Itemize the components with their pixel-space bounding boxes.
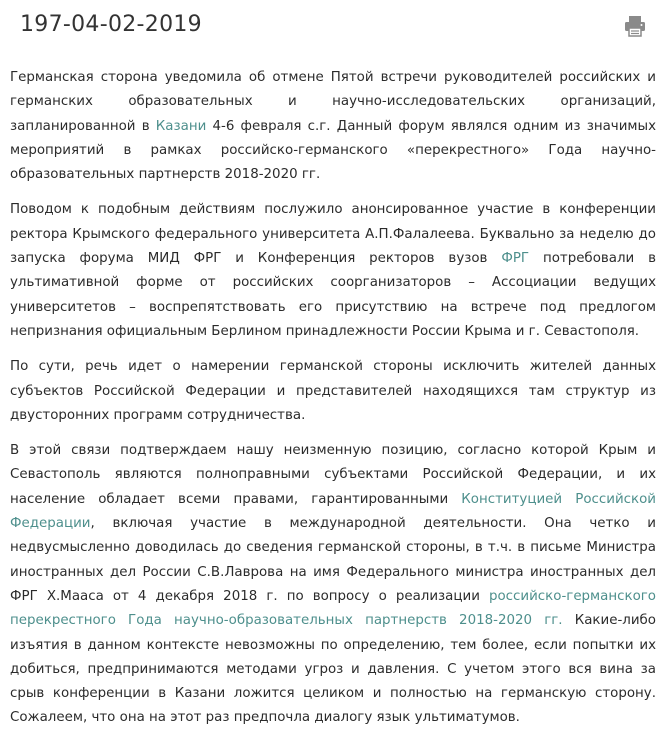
- paragraph: [10, 355, 656, 428]
- paragraph: [10, 439, 656, 731]
- paragraph-text: По сути, речь идет о намерении германской стороны исключить жителей данных субъектов Российской Федерации и представителей находящихся там структур из двусторонних программ сотрудничества.: [10, 359, 656, 423]
- printer-icon: [623, 14, 647, 38]
- paragraph: [10, 66, 656, 187]
- inline-link[interactable]: ФРГ: [501, 251, 530, 267]
- inline-link[interactable]: российско-германского перекрестного Года научно-образовательных партнерств 2018-2020 гг.: [10, 588, 656, 629]
- inline-link[interactable]: Конституцией Российской Федерации: [10, 491, 656, 532]
- paragraph-text: 4-6 февраля с.г. Данный форум являлся одним из значимых мероприятий в рамках российско-германского «перекрестного» Года научно-образовательных партнерств 2018-2020 гг.: [10, 118, 656, 183]
- inline-link[interactable]: Казани: [155, 118, 207, 134]
- paragraph-text: потребовали в ультимативной форме от российских соорганизаторов – Ассоциации ведущих университетов – воспрепятствовать его присутствию на встрече под предлогом непризнания официальным Берлином принадлежности России Крыма и г. Севастополя.: [10, 251, 656, 339]
- paragraph-text: , включая участие в международной деятельности. Она четко и недвусмысленно доводилась до сведения германской стороны, в т.ч. в письме Министра иностранных дел России С.В.Лаврова на имя Федерального министра иностранных дел ФРГ Х.Мааса от 4 декабря 2018 г. по вопросу о реализации: [10, 516, 656, 604]
- document-body: [10, 66, 656, 742]
- document-title: 197-04-02-2019: [20, 12, 202, 37]
- paragraph-text: Германская сторона уведомила об отмене Пятой встречи руководителей российских и германских образовательных и научно-исследовательских организаций, запланированной в: [10, 70, 656, 134]
- paragraph-text: В этой связи подтверждаем нашу неизменную позицию, согласно которой Крым и Севастополь являются полноправными субъектами Российской Федерации, и их население обладает всеми правами, гарантированными: [10, 443, 656, 507]
- document-header: [10, 0, 655, 60]
- print-button[interactable]: [623, 14, 647, 38]
- paragraph: [10, 198, 656, 344]
- paragraph-text: Какие-либо изъятия в данном контексте невозможны по определению, тем более, если попытки их добиться, предпринимаются методами угроз и давления. С учетом этого вся вина за срыв конференции в Казани ложится целиком и полностью на германскую сторону. Сожалеем, что она на этот раз предпочла диалогу язык ультиматумов.: [10, 613, 656, 726]
- paragraph-text: Поводом к подобным действиям послужило анонсированное участие в конференции ректора Крымского федерального университета А.П.Фалалеева. Буквально за неделю до запуска форума МИД ФРГ и Конференция ректоров вузов: [10, 202, 656, 267]
